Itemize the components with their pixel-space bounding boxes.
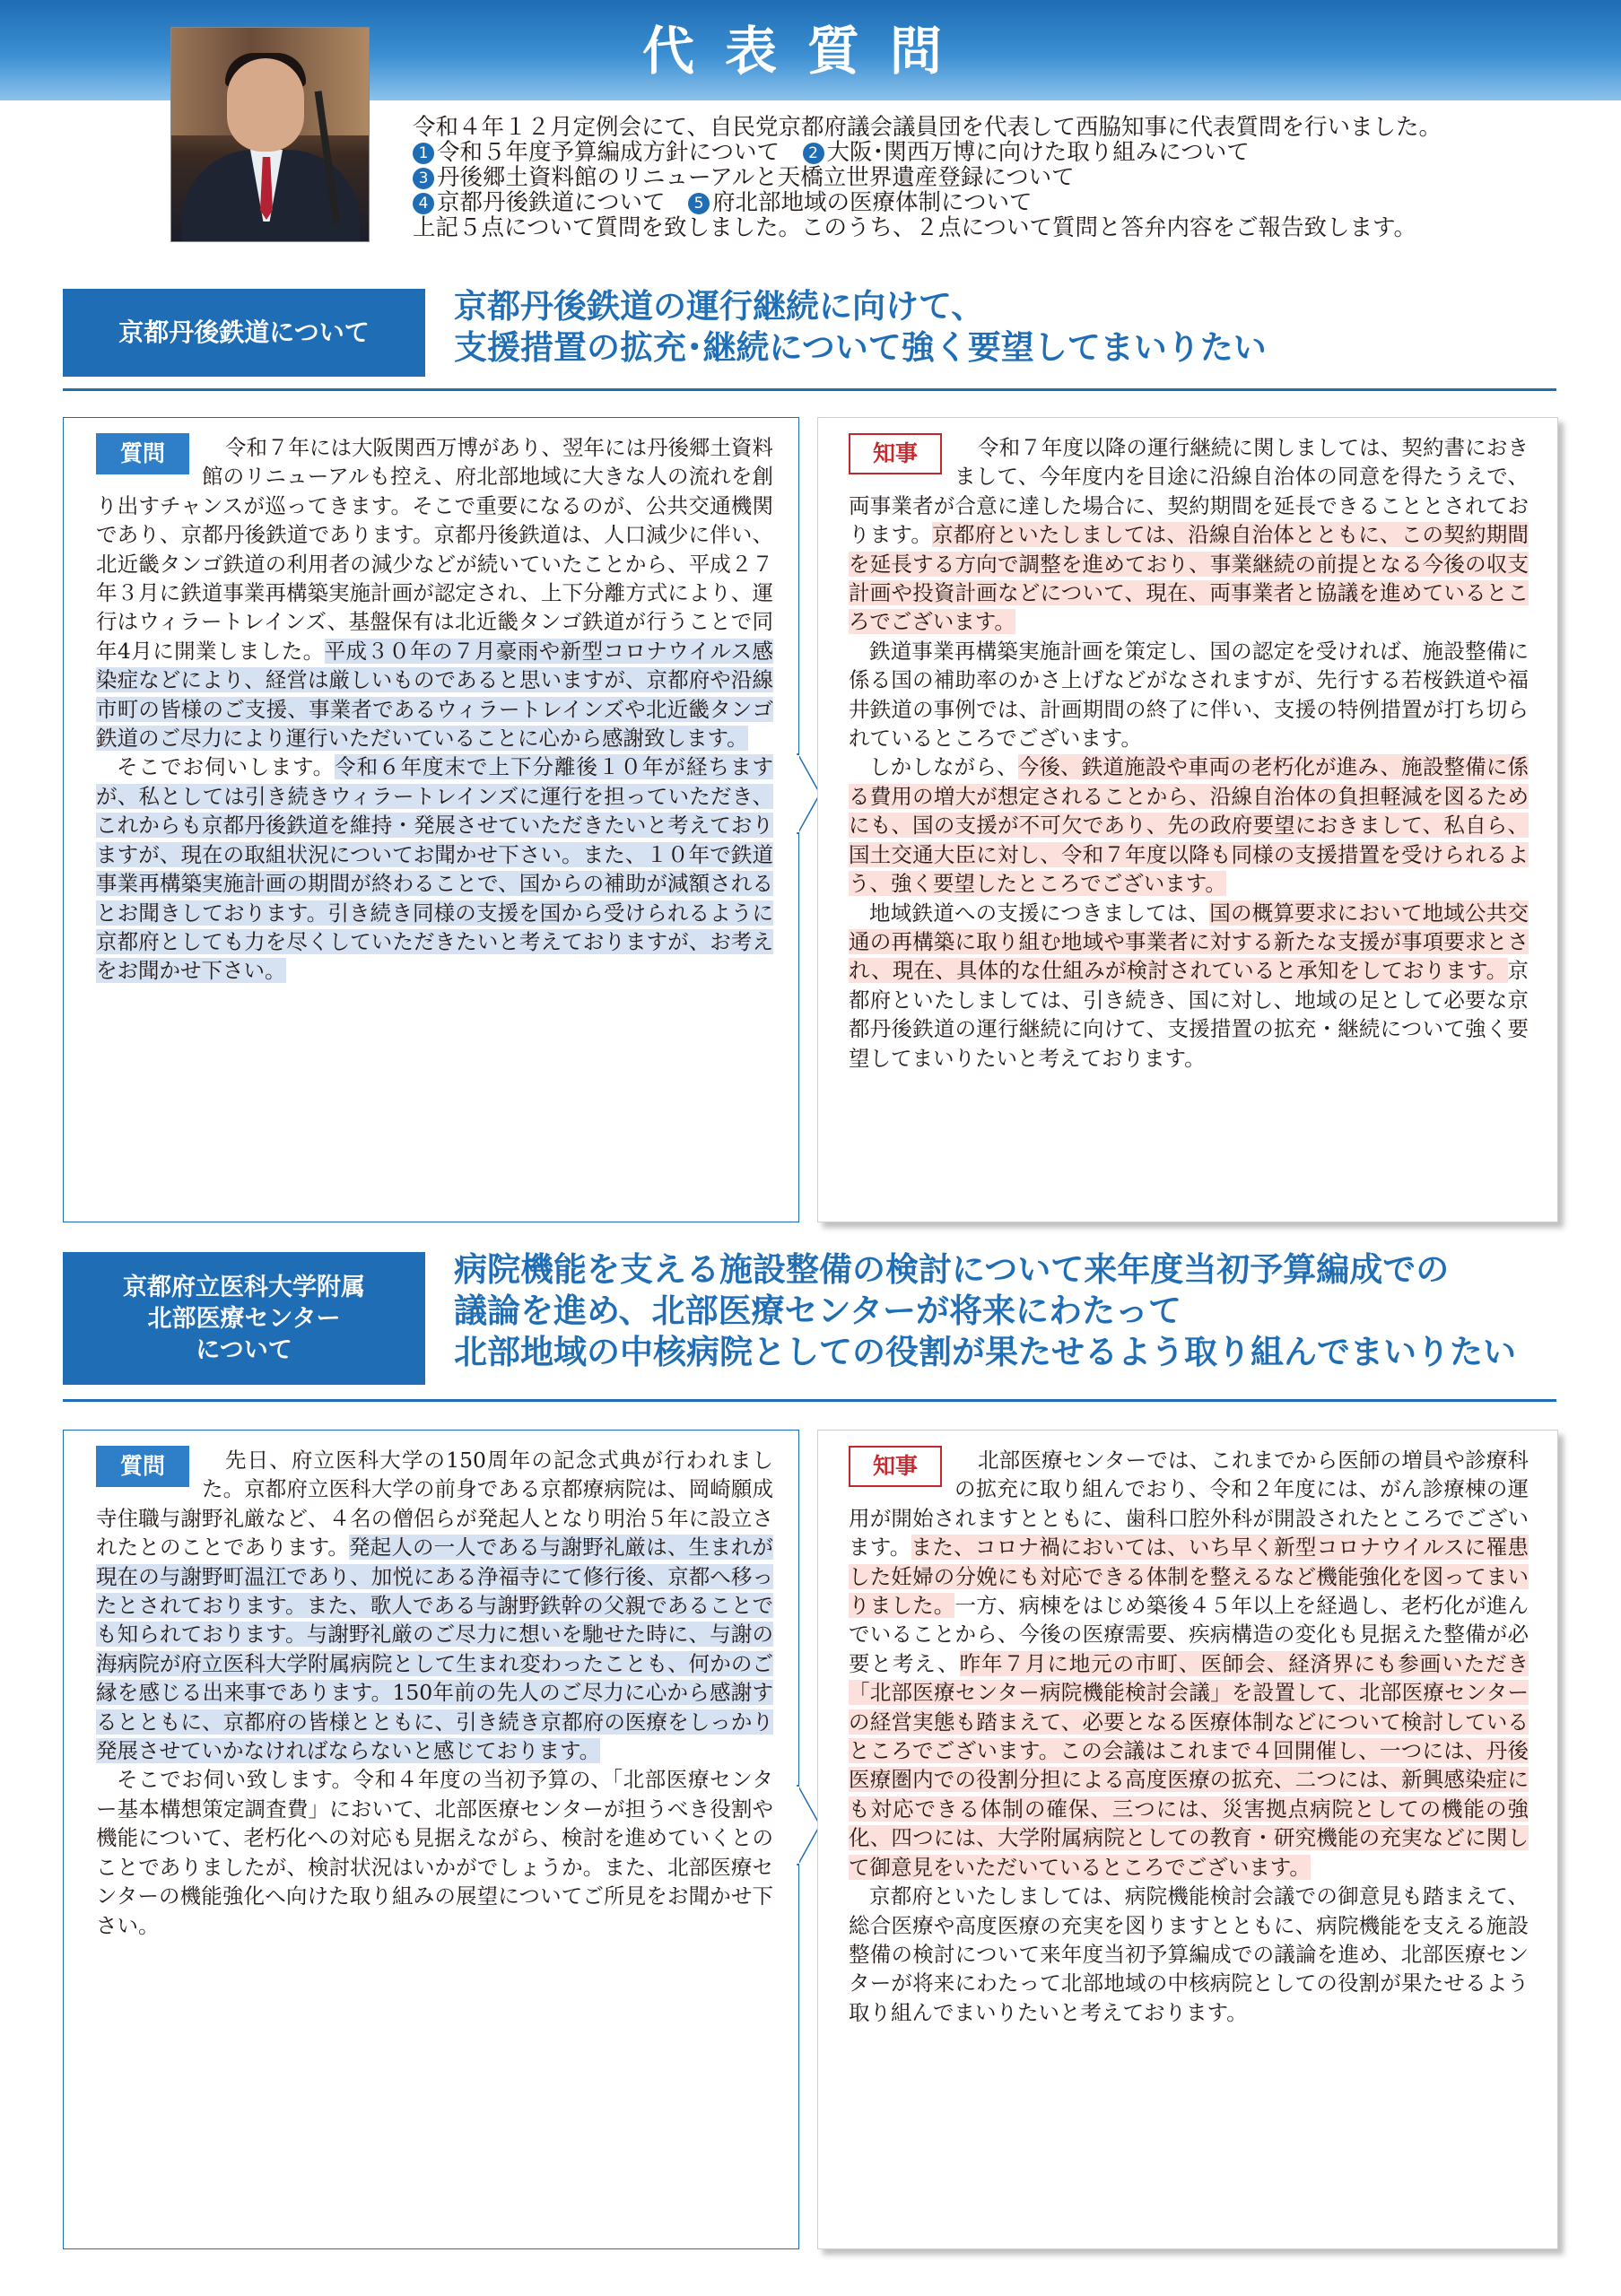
section2-title-line: 議論を進め、北部医療センターが将来にわたって xyxy=(454,1291,1182,1330)
question-highlight: 発起人の一人である与謝野礼厳は、生まれが現在の与謝野町温江であり、加悦にある浄福寺にて修行後、京都へ移ったとされております。また、歌人である与謝野鉄幹の父親であることでも知られております。与謝野礼厳のご尽力に想いを馳せた時に、与謝の海病院が府立医科大学附属病院として生まれ変わったことも、何かのご縁を感じる出来事であります。150年前の先人のご尽力に心から感謝するとともに、京都府の皆様とともに、引き続き京都府の医療をしっかり発展させていかなければならないと感じております。 xyxy=(96,1535,774,1764)
answer-highlight: 国の概算要求において地域公共交通の再構築に取り組む地域や事業者に対する新たな支援が事項要求とされ、現在、具体的な仕組みが検討されていると承知をしております。 xyxy=(849,900,1529,984)
answer-paragraph xyxy=(849,1446,1529,1882)
question-paragraph xyxy=(96,433,773,752)
intro-closing: 上記５点について質問を致しました。このうち、２点について質問と答弁内容をご報告致します。 xyxy=(413,214,1416,241)
page-title: 代表質問 xyxy=(641,21,972,82)
intro-items-row xyxy=(413,190,1543,215)
section2-divider xyxy=(63,1399,1556,1402)
section1-answer-text xyxy=(849,433,1529,1073)
section2-answer-text xyxy=(849,1446,1529,2027)
intro-item: 丹後郷土資料館のリニューアルと天橋立世界遺産登録について xyxy=(437,164,1075,191)
answer-text: しかしながら、 xyxy=(869,754,1018,780)
answer-highlight: 京都府といたしましては、沿線自治体とともに、この契約期間を延長する方向で調整を進めており、事業継続の前提となる今後の収支計画や投資計画などについて、現在、両事業者と協議を進めているところでございます。 xyxy=(849,522,1529,635)
answer-paragraph xyxy=(849,433,1529,637)
answer-paragraph: 鉄道事業再構築実施計画を策定し、国の認定を受ければ、施設整備に係る国の補助率のかさ上げなどがなされますが、先行する若桜鉄道や福井鉄道の事例では、計画期間の終了に伴い、支援の特例措置が打ち切られているところでございます。 xyxy=(849,638,1529,752)
answer-paragraph: 京都府といたしましては、病院機能検討会議での御意見も踏まえて、総合医療や高度医療の充実を図りますとともに、病院機能を支える施設整備の検討について来年度当初予算編成での議論を進め、北部医療センターが将来にわたって北部地域の中核病院としての役割が果たせるよう取り組んでまいりたいと考えております。 xyxy=(849,1883,1529,2025)
question-paragraph xyxy=(96,1446,773,1765)
intro-items-row xyxy=(413,165,1543,190)
section1-label: 京都丹後鉄道について xyxy=(63,289,425,377)
answer-highlight: また、コロナ禍においては、いち早く新型コロナウイルスに罹患した妊婦の分娩にも対応できる体制を整えるなど機能強化を図ってまいりました。 xyxy=(849,1535,1529,1619)
intro-item: 京都丹後鉄道について xyxy=(437,189,666,216)
number-4-icon: 4 xyxy=(413,193,434,214)
section2-title-line: 病院機能を支える施設整備の検討について来年度当初予算編成での xyxy=(454,1249,1450,1289)
intro-item: 大阪･関西万博に向けた取り組みについて xyxy=(826,139,1250,166)
question-text: そこでお伺いします。 xyxy=(117,754,336,780)
question-highlight: 平成３０年の７月豪雨や新型コロナウイルス感染症などにより、経営は厳しいものであると思いますが、京都府や沿線市町の皆様のご支援、事業者であるウィラートレインズや北近畿タンゴ鉄道のご尽力により運行いただいていることに心から感謝致します。 xyxy=(96,638,774,752)
section1-title-line: 支援措置の拡充･継続について強く要望してまいりたい xyxy=(454,327,1267,367)
section1-title-line: 京都丹後鉄道の運行継続に向けて、 xyxy=(454,286,985,326)
answer-highlight: 今後、鉄道施設や車両の老朽化が進み、施設整備に係る費用の増大が想定されることから、沿線自治体の負担軽減を図るためにも、国の支援が不可欠であり、先の政府要望におきまして、私自ら、国土交通大臣に対し、令和７年度以降も同様の支援措置を受けられるよう、強く要望したところでございます。 xyxy=(849,754,1529,897)
question-paragraph: そこでお伺い致します。令和４年度の当初予算の、「北部医療センター基本構想策定調査費」において、北部医療センターが担うべき役割や機能について、老朽化への対応も見据えながら、検討を進めていくとのことでありましたが、検討状況はいかがでしょうか。また、北部医療センターの機能強化へ向けた取り組みの展望についてご所見をお聞かせ下さい。 xyxy=(96,1767,773,1938)
governor-badge: 知事 xyxy=(849,433,942,474)
question-text: 令和７年には大阪関西万博があり、翌年には丹後郷土資料館のリニューアルも控え、府北部地域に大きな人の流れを創り出すチャンスが巡ってきます。そこで重要になるのが、公共交通機関であり、京都丹後鉄道であります。京都丹後鉄道は、人口減少に伴い、北近畿タンゴ鉄道の利用者の減少などが続いていたことから、平成２７年３月に鉄道事業再構築実施計画が認定され、上下分離方式により、運行はウィラートレインズ、基盤保有は北近畿タンゴ鉄道が行うことで同年4月に開業しました。 xyxy=(96,435,773,664)
intro-text xyxy=(413,115,1543,240)
intro-line: 令和４年１２月定例会にて、自民党京都府議会議員団を代表して西脇知事に代表質問を行いました。 xyxy=(413,114,1442,141)
answer-highlight: 昨年７月に地元の市町、医師会、経済界にも参画いただき「北部医療センター病院機能検討会議」を設置して、北部医療センターの経営実態も踏まえて、必要となる医療体制などについて検討しているところでございます。この会議はこれまで４回開催し、一つには、丹後医療圏内での役割分担による高度医療の拡充、二つには、新興感染症にも対応できる体制の確保、三つには、災害拠点病院としての機能の強化、四つには、大学附属病院としての教育・研究機能の充実などに関して御意見をいただいているところでございます。 xyxy=(849,1650,1529,1880)
intro-item: 令和５年度予算編成方針について xyxy=(437,139,780,166)
question-badge: 質問 xyxy=(96,1446,189,1487)
section2-label: 京都府立医科大学附属 北部医療センター について xyxy=(63,1252,425,1385)
answer-text: 京都府といたしましては、引き続き、国に対し、地域の足として必要な京都丹後鉄道の運行継続に向けて、支援措置の拡充・継続について強く要望してまいりたいと考えております。 xyxy=(849,958,1529,1071)
question-paragraph xyxy=(96,752,773,985)
governor-badge: 知事 xyxy=(849,1446,942,1487)
intro-item: 府北部地域の医療体制について xyxy=(712,189,1033,216)
speaker-photo xyxy=(170,27,370,242)
section2-title xyxy=(454,1248,1516,1372)
answer-text: 令和７年度以降の運行継続に関しましては、契約書におきまして、今年度内を目途に沿線自治体の同意を得たうえで、両事業者が合意に達した場合に、契約期間を延長できることとされております。 xyxy=(849,435,1529,548)
number-5-icon: 5 xyxy=(688,193,710,214)
question-text: 先日、府立医科大学の150周年の記念式典が行われました。京都府立医科大学の前身である京都療病院は、岡崎願成寺住職与謝野礼厳など、４名の僧侶らが発起人となり明治５年に設立されたとのことであります。 xyxy=(96,1448,773,1561)
answer-text: 地域鉄道への支援につきましては、 xyxy=(869,900,1210,926)
section1-title xyxy=(454,285,1267,368)
intro-items-row xyxy=(413,140,1543,165)
number-2-icon: 2 xyxy=(803,143,824,164)
answer-text: 一方、病棟をはじめ築後４５年以上を経過し、老朽化が進んでいることから、今後の医療需要、疾病構造の変化も見据えた整備が必要と考え、 xyxy=(849,1593,1529,1676)
question-badge: 質問 xyxy=(96,433,189,474)
answer-paragraph xyxy=(849,899,1529,1073)
answer-paragraph xyxy=(849,752,1529,898)
section1-question-text xyxy=(96,433,773,986)
section1-divider xyxy=(63,388,1556,391)
section2-title-line: 北部地域の中核病院としての役割が果たせるよう取り組んでまいりたい xyxy=(454,1332,1516,1371)
number-3-icon: 3 xyxy=(413,168,434,189)
section2-question-text xyxy=(96,1446,773,1940)
number-1-icon: 1 xyxy=(413,143,434,164)
question-highlight: 令和６年度末で上下分離後１０年が経ちますが、私としては引き続きウィラートレインズに運行を担っていただき、これからも京都丹後鉄道を維持・発展させていただきたいと考えておりますが、現在の取組状況についてお聞かせ下さい。また、１０年で鉄道事業再構築実施計画の期間が終わることで、国からの補助が減額されるとお聞きしております。引き続き同様の支援を国から受けられるように京都府としても力を尽くしていただきたいと考えておりますが、お考えをお聞かせ下さい。 xyxy=(96,754,773,984)
answer-text: 北部医療センターでは、これまでから医師の増員や診療科の拡充に取り組んでおり、令和２年度には、がん診療棟の運用が開始されますとともに、歯科口腔外科が開設されたところでございます。 xyxy=(849,1448,1529,1561)
photo-face xyxy=(227,58,304,152)
